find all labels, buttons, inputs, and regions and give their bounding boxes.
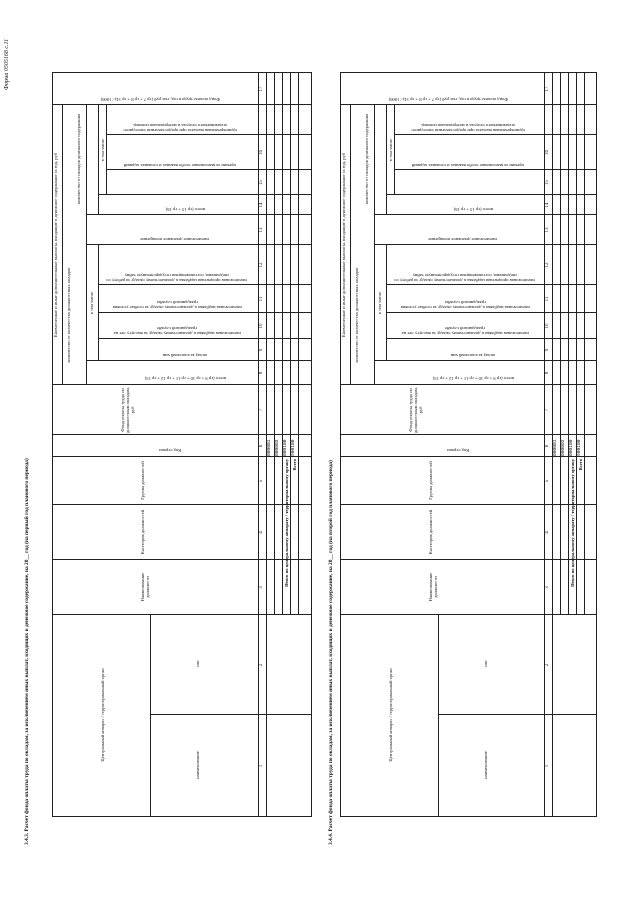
header-type: тип (195, 660, 200, 668)
col-num: 17 (259, 86, 264, 92)
row-label-grand-total: Всего (578, 459, 583, 471)
col-num: 10 (259, 323, 264, 329)
header-fund-salary: Фонд оплаты труда по должностным окладам, руб (120, 387, 136, 433)
row-code: 000001 (267, 439, 272, 456)
header-total-8: всего (гр 9 + гр 10 + гр 11 + гр 12 + гр 13) (432, 376, 514, 381)
header-long-service: ежемесячная надбавка к должностному окладу за выслугу лет на гражданской службе (401, 325, 529, 336)
col-num: 9 (545, 348, 550, 352)
col-num: 14 (259, 202, 264, 208)
col-num: 4 (259, 531, 264, 534)
col-num: 4 (545, 531, 550, 534)
header-incl: в том числе (89, 291, 94, 315)
header-bonus-tasks: премии за выполнение особо важных и сложных заданий (411, 163, 525, 168)
header-type: тип (483, 660, 488, 668)
col-num: 9 (259, 348, 264, 352)
col-num: 13 (259, 227, 264, 233)
header-category: Категория должностей (428, 509, 433, 555)
header-total-14: всего (гр 15 + гр 16) (165, 207, 205, 212)
header-extra-payments: Ежемесячные и иные дополнительные выплаты, входящие в денежное содержание за год, руб (53, 152, 58, 338)
header-one-time-payment: единовременная выплата при предоставлении ежегодного оплачиваемого отпуска и материальная помощь (411, 122, 525, 133)
row-code: 900100 (291, 439, 296, 456)
header-monthly-bonus: ежемесячное денежное поощрение (428, 237, 498, 242)
row-code: 000100 (283, 439, 288, 456)
row-code: 000002 (561, 439, 566, 456)
header-months-from-salary: количество от количества должностных окладов (354, 267, 359, 363)
section-title: 3.4.3. Расчет фонда оплаты труда по окладам, за исключением иных выплат, входящих в денежное содержание, на 20__ год (на первый год планового периода) (24, 458, 30, 845)
header-incl: в том числе (377, 291, 382, 315)
header-name: наименование (195, 751, 200, 779)
col-num: 1 (259, 764, 264, 768)
col-num: 16 (545, 150, 550, 155)
header-category: Категория должностей (140, 509, 145, 555)
col-num: 14 (545, 202, 550, 208)
col-num: 8 (259, 371, 264, 375)
row-code: 900100 (577, 439, 582, 456)
header-extra-payments: Ежемесячные и иные дополнительные выплаты, входящие в денежное содержание за год, руб (341, 152, 346, 338)
header-org: Центральный аппарат / территориальный орган (100, 668, 105, 762)
header-org: Центральный аппарат / территориальный орган (388, 668, 393, 762)
header-bonus-tasks: премии за выполнение особо важных и сложных заданий (123, 163, 237, 168)
header-months-from-salary: количество от количества должностных окладов (66, 267, 71, 363)
col-num: 7 (259, 408, 264, 412)
header-fund-salary: Фонд оплаты труда по должностным окладам, руб (408, 387, 424, 433)
header-class-rank: оклад за классный чин (450, 353, 496, 358)
col-num: 12 (545, 262, 550, 268)
header-position-name: Наименование должности (140, 572, 151, 602)
section-title: 3.4.4. Расчет фонда оплаты труда по окладам, за исключением иных выплат, входящих в денежное содержание, на 20__ год (на второй год планового периода) (328, 460, 334, 845)
col-num: 2 (545, 663, 550, 667)
col-num: 7 (545, 408, 550, 412)
col-num: 12 (259, 262, 264, 268)
header-salary-sum-months: количество от окладов денежного содержания (76, 113, 81, 205)
header-fund-total: Фонд оплаты труда в год, тыс руб (гр 7 + гр 8 + гр 14) / 1000) (100, 97, 220, 102)
header-group: Группа должностей (428, 461, 433, 500)
row-code: 000100 (569, 439, 574, 456)
col-num: 2 (259, 663, 264, 667)
col-num: 3 (259, 586, 264, 589)
col-num: 16 (259, 150, 264, 155)
header-name: наименование (483, 751, 488, 779)
section-344 (320, 0, 640, 905)
col-num: 6 (545, 444, 550, 448)
col-num: 15 (259, 180, 264, 185)
header-code: Код строки (447, 448, 469, 453)
col-num: 10 (545, 323, 550, 329)
header-secret: ежемесячная процентная надбавка к должностному окладу за работу со сведениями, составляющими государственную тайну (394, 272, 536, 283)
header-special-conditions: ежемесячная надбавка к должностному окладу за особые условия гражданской службы (112, 299, 242, 310)
header-one-time-payment: единовременная выплата при предоставлении ежегодного оплачиваемого отпуска и материальная помощь (123, 122, 237, 133)
col-num: 17 (545, 86, 550, 92)
row-label-grand-total: Всего (292, 459, 297, 471)
row-label-total-org: Итого по центральному аппарату / территориальному органу (570, 459, 575, 587)
header-secret: ежемесячная процентная надбавка к должностному окладу за работу со сведениями, составляющими государственную тайну (106, 272, 248, 283)
header-long-service: ежемесячная надбавка к должностному окладу за выслугу лет на гражданской службе (113, 325, 241, 336)
header-total-8: всего (гр 9 + гр 10 + гр 11 + гр 12 + гр 13) (144, 376, 226, 381)
col-num: 1 (545, 764, 550, 768)
col-num: 15 (545, 180, 550, 185)
header-monthly-bonus: ежемесячное денежное поощрение (140, 237, 210, 242)
col-num: 13 (545, 227, 550, 233)
form-label: Форма 0505168 с.11 (4, 38, 10, 90)
header-salary-sum-months: количество от окладов денежного содержания (364, 113, 369, 205)
header-incl2: в том числе (100, 138, 105, 162)
header-code: Код строки (159, 448, 181, 453)
header-group: Группа должностей (140, 461, 145, 500)
col-num: 6 (259, 444, 264, 448)
header-special-conditions: ежемесячная надбавка к должностному окладу за особые условия гражданской службы (400, 299, 530, 310)
col-num: 5 (545, 479, 550, 483)
row-label-total-org: Итого по центральному аппарату / территориальному органу (284, 459, 289, 587)
header-incl2: в том числе (388, 138, 393, 162)
header-position-name: Наименование должности (428, 572, 439, 602)
col-num: 11 (545, 296, 550, 302)
col-num: 5 (259, 479, 264, 483)
row-code: 000002 (275, 439, 280, 456)
header-class-rank: оклад за классный чин (162, 353, 208, 358)
header-total-14: всего (гр 15 + гр 16) (453, 207, 493, 212)
row-code: 000001 (553, 439, 558, 456)
col-num: 8 (545, 371, 550, 375)
col-num: 11 (259, 296, 264, 302)
col-num: 3 (545, 586, 550, 589)
header-fund-total: Фонд оплаты труда в год, тыс руб (гр 7 + гр 8 + гр 14) / 1000) (388, 97, 508, 102)
